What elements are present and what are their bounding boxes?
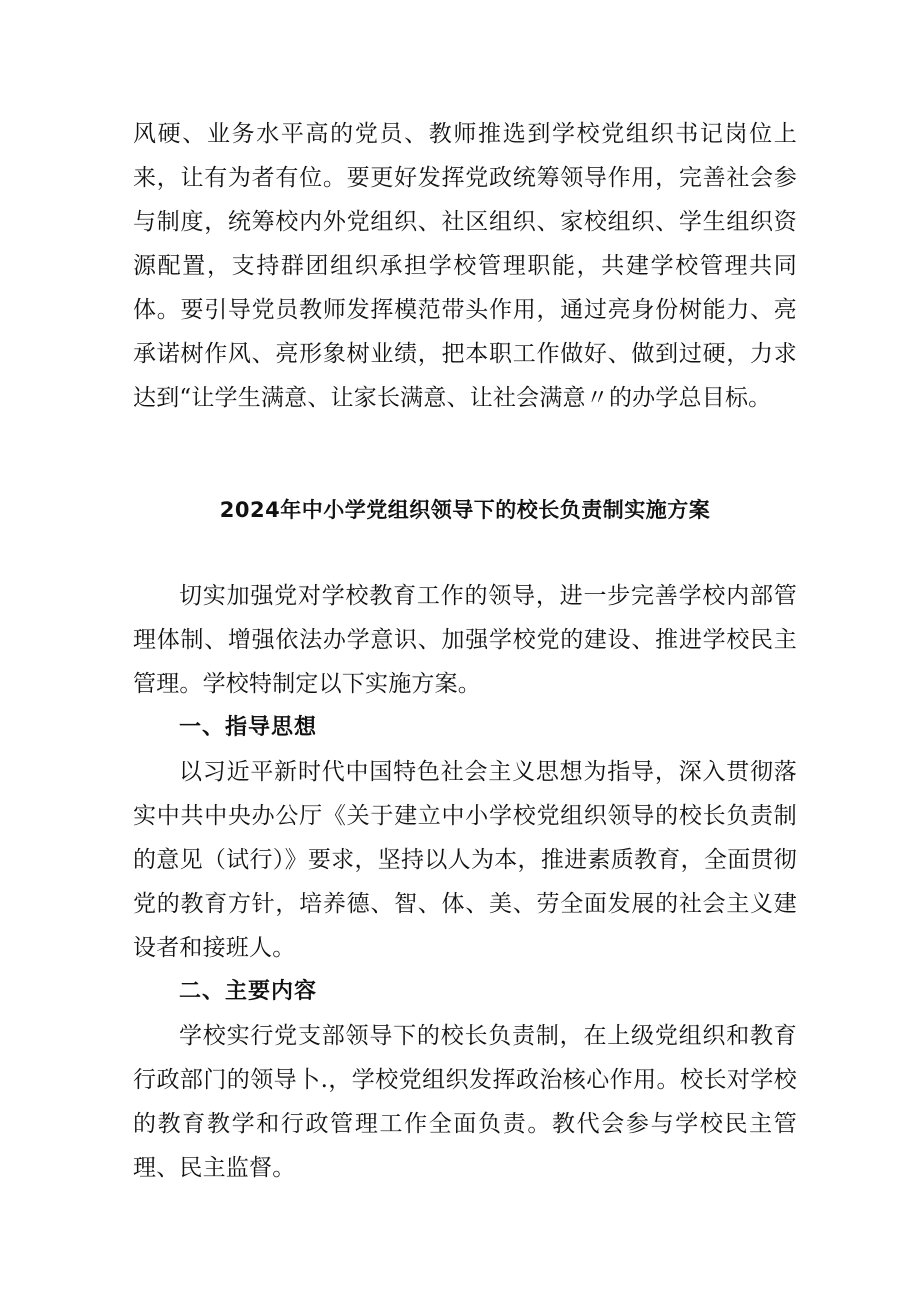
intro-paragraph: 风硬、业务水平高的党员、教师推选到学校党组织书记岗位上来，让有为者有位。要更好发挥党政统筹领导作用，完善社会参与制度，统筹校内外党组织、社区组织、家校组织、学生组织资源配置，支持群团组织承担学校管理职能，共建学校管理共同体。要引导党员教师发挥模范带头作用，通过亮身份树能力、亮承诺树作风、亮形象树业绩，把本职工作做好、做到过硬，力求达到“让学生满意、让家长满意、让社会满意〃的办学总目标。 bbox=[133, 121, 797, 411]
section-heading-guiding-ideology: 一、指导思想 bbox=[179, 715, 318, 740]
preface-paragraph: 切实加强党对学校教育工作的领导，进一步完善学校内部管理体制、增强依法办学意识、加强学校党的建设、推进学校民主管理。学校特制定以下实施方案。 bbox=[133, 583, 797, 697]
document-title: 2024年中小学党组织领导下的校长负责制实施方案 bbox=[219, 498, 711, 522]
spacer bbox=[133, 420, 797, 488]
section-body-main-content: 学校实行党支部领导下的校长负责制，在上级党组织和教育行政部门的领导卜.，学校党组织发挥政治核心作用。校长对学校的教育教学和行政管理工作全面负责。教代会参与学校民主管理、民主监督。 bbox=[133, 1023, 797, 1181]
section-body-guiding-ideology: 以习近平新时代中国特色社会主义思想为指导，深入贯彻落实中共中央办公厅《关于建立中小学校党组织领导的校长负责制的意见（试行）》要求，坚持以人为本，推进素质教育，全面贯彻党的教育方针，培养德、智、体、美、劳全面发展的社会主义建设者和接班人。 bbox=[133, 759, 797, 961]
spacer bbox=[133, 532, 797, 574]
document-page bbox=[133, 112, 797, 1190]
section-heading-main-content: 二、主要内容 bbox=[179, 979, 318, 1004]
